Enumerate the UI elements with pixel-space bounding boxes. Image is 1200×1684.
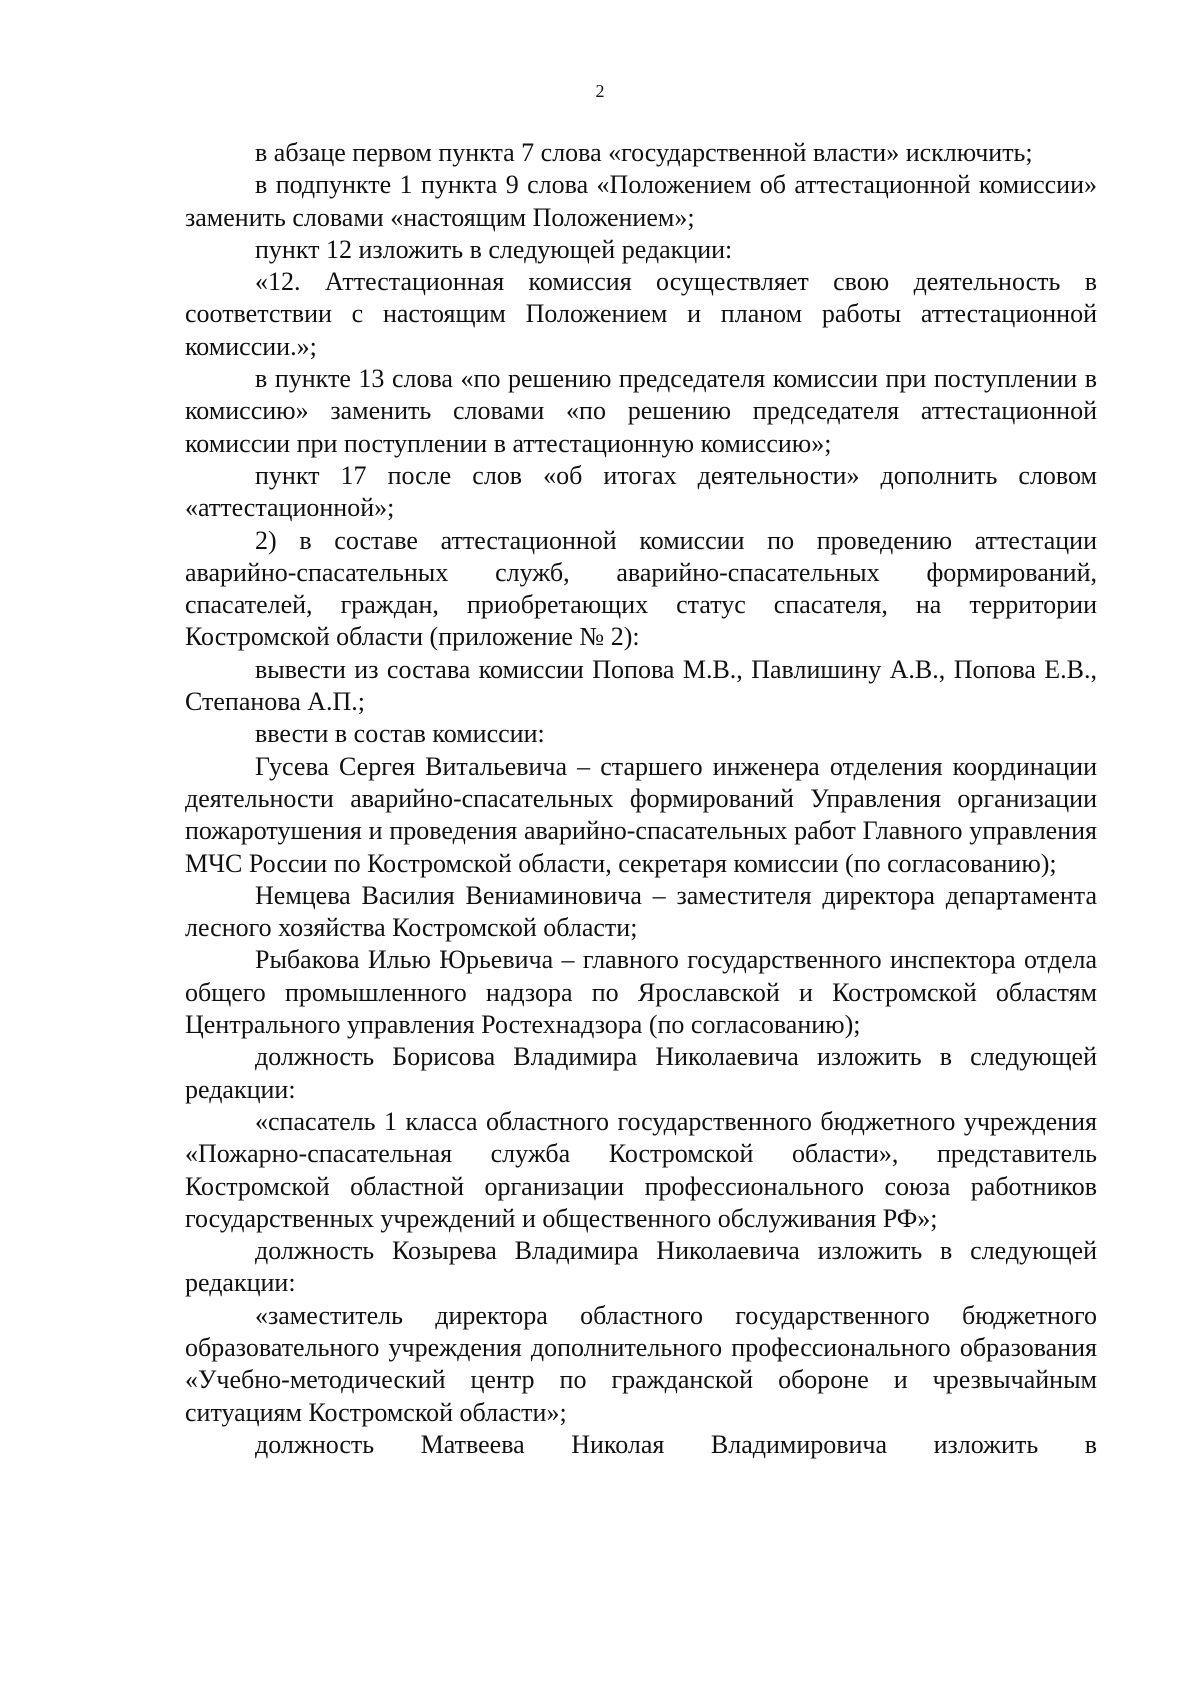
paragraph: в подпункте 1 пункта 9 слова «Положением об аттестационной комиссии» заменить словами «настоящим Положением»;	[185, 170, 1097, 232]
document-body	[185, 137, 1097, 1461]
page-number: 2	[595, 81, 605, 101]
paragraph: должность Козырева Владимира Николаевича изложить в следующей редакции:	[185, 1236, 1097, 1298]
paragraph: вывести из состава комиссии Попова М.В., Павлишину А.В., Попова Е.В., Степанова А.П.;	[185, 654, 1097, 717]
paragraph: 2) в составе аттестационной комиссии по проведению аттестации аварийно-спасательных служб, аварийно-спасательных формирований, спасателей, граждан, приобретающих статус спасателя, на территории Костромской области (приложение № 2):	[185, 525, 1097, 652]
paragraph: ввести в состав комиссии:	[255, 719, 545, 749]
paragraph: «заместитель директора областного государственного бюджетного образовательного учреждения дополнительного профессионального образования «Учебно-методический центр по гражданской обороне и чрезвычайным ситуациям Костромской области»;	[185, 1300, 1097, 1427]
paragraph: «12. Аттестационная комиссия осуществляет свою деятельность в соответствии с настоящим Положением и планом работы аттестационной комиссии.»;	[185, 267, 1097, 361]
paragraph: должность Матвеева Николая Владимировича изложить в	[255, 1429, 1097, 1459]
paragraph: «спасатель 1 класса областного государственного бюджетного учреждения «Пожарно-спасательная служба Костромской области», представитель Костромской областной организации профессионального союза работников государственных учреждений и общественного обслуживания РФ»;	[185, 1106, 1097, 1233]
paragraph: пункт 17 после слов «об итогах деятельности» дополнить словом «аттестационной»;	[185, 460, 1097, 523]
paragraph: должность Борисова Владимира Николаевича изложить в следующей редакции:	[185, 1042, 1097, 1104]
paragraph: Гусева Сергея Витальевича – старшего инженера отделения координации деятельности аварийно-спасательных формирований Управления организации пожаротушения и проведения аварийно-спасательных работ Главного управления МЧС России по Костромской области, секретаря комиссии (по согласованию);	[185, 751, 1097, 878]
paragraph: в абзаце первом пункта 7 слова «государственной власти» исключить;	[255, 138, 1033, 167]
paragraph: пункт 12 изложить в следующей редакции:	[255, 234, 733, 264]
paragraph: Немцева Василия Вениаминовича – заместителя директора департамента лесного хозяйства Костромской области;	[185, 880, 1097, 943]
paragraph: Рыбакова Илью Юрьевича – главного государственного инспектора отдела общего промышленного надзора по Ярославской и Костромской областям Центрального управления Ростехнадзора (по согласованию);	[185, 945, 1097, 1040]
paragraph: в пункте 13 слова «по решению председателя комиссии при поступлении в комиссию» заменить словами «по решению председателя аттестационной комиссии при поступлении в аттестационную комиссию»;	[185, 364, 1097, 458]
